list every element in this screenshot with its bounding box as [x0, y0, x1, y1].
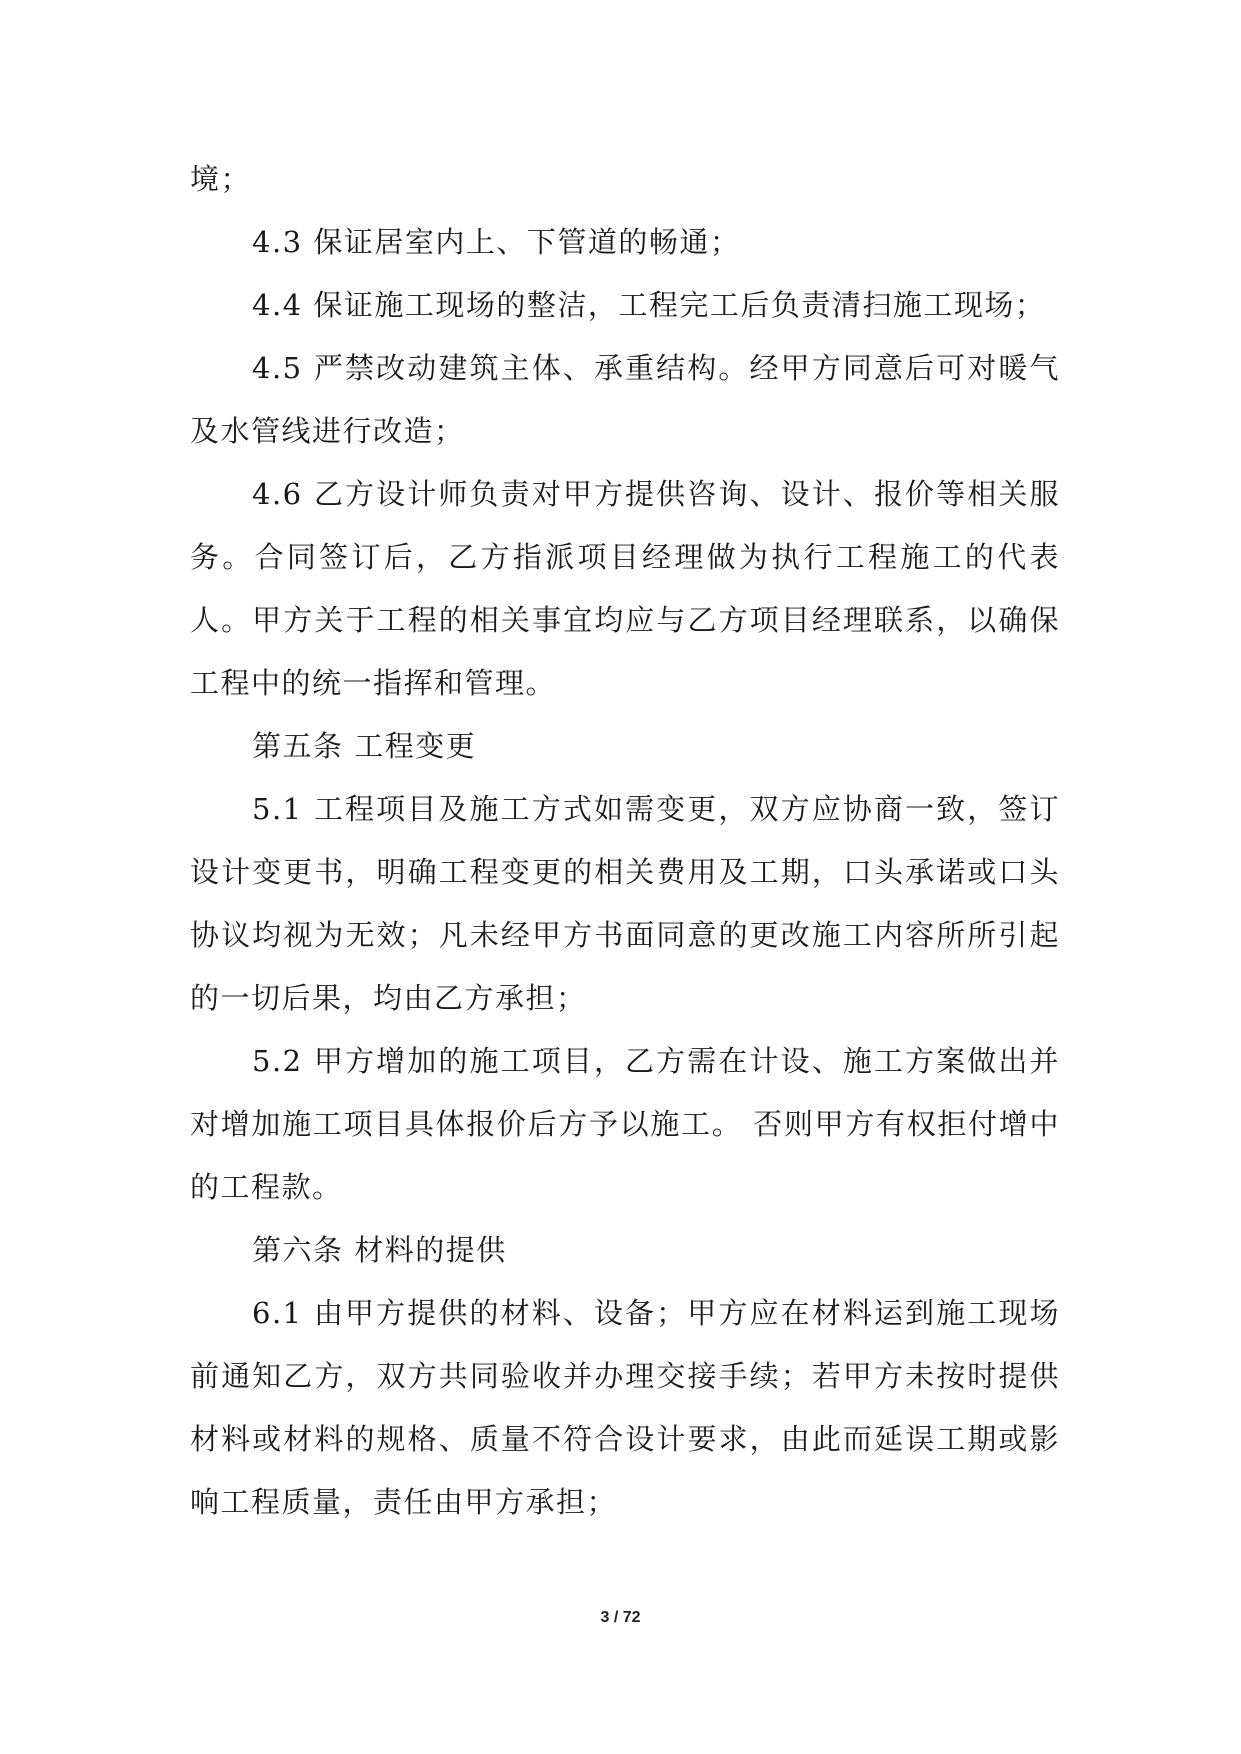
- clause-6-1: 6.1 由甲方提供的材料、设备；甲方应在材料运到施工现场前通知乙方，双方共同验收并办理交接手续；若甲方未按时提供材料或材料的规格、质量不符合设计要求，由此而延误工期或影响工程质量，责任由甲方承担；: [190, 1296, 1060, 1519]
- clause-4-4: 4.4 保证施工现场的整洁，工程完工后负责清扫施工现场；: [252, 288, 1046, 322]
- page-number: 3 / 72: [600, 1609, 641, 1626]
- document-body: [190, 148, 1060, 1534]
- article-5-heading: 第五条 工程变更: [252, 729, 477, 763]
- clause-4-5: 4.5 严禁改动建筑主体、承重结构。经甲方同意后可对暖气及水管线进行改造；: [190, 351, 1060, 448]
- article-6-heading: 第六条 材料的提供: [252, 1233, 507, 1267]
- clause-5-1: 5.1 工程项目及施工方式如需变更，双方应协商一致，签订设计变更书，明确工程变更的相关费用及工期，口头承诺或口头协议均视为无效；凡未经甲方书面同意的更改施工内容所所引起的一切后果，均由乙方承担；: [190, 792, 1060, 1015]
- clause-5-2: 5.2 甲方增加的施工项目，乙方需在计设、施工方案做出并对增加施工项目具体报价后方予以施工。 否则甲方有权拒付增中的工程款。: [190, 1044, 1060, 1204]
- clause-4-3: 4.3 保证居室内上、下管道的畅通；: [252, 225, 741, 259]
- clause-4-6: 4.6 乙方设计师负责对甲方提供咨询、设计、报价等相关服务。合同签订后，乙方指派项目经理做为执行工程施工的代表人。甲方关于工程的相关事宜均应与乙方项目经理联系，以确保工程中的统一指挥和管理。: [190, 477, 1060, 700]
- paragraph-continuation: 境；: [190, 162, 252, 196]
